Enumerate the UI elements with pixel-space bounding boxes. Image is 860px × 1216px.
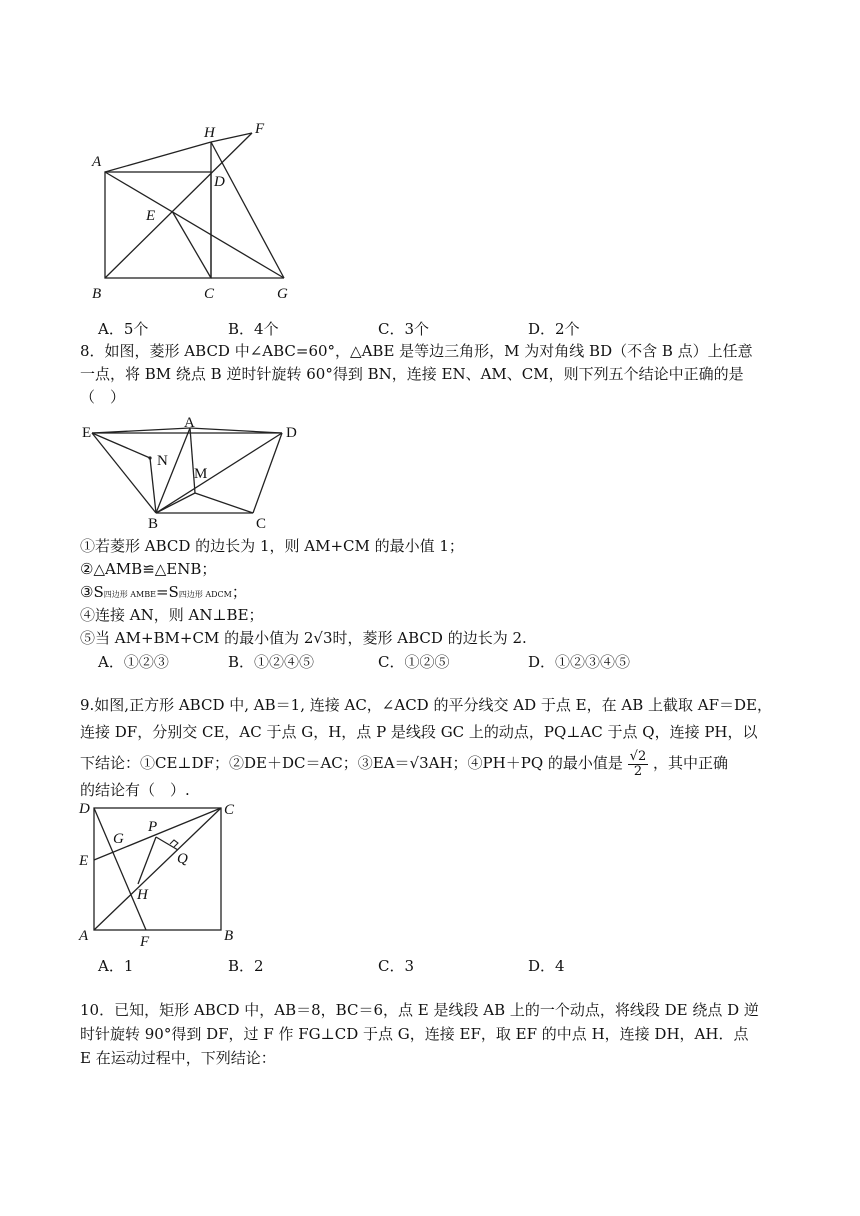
q8-label-e: E	[82, 425, 92, 441]
q9-line3-a: 下结论：①CE⊥DF；②DE＋DC＝AC；③EA＝√3AH；④PH＋PQ 的最小值是	[80, 754, 623, 772]
q9-fraction	[628, 750, 649, 779]
q8-label-a: A	[184, 415, 195, 431]
q8-s3-prefix: ③S	[80, 583, 104, 601]
q8-label-n: N	[157, 453, 168, 469]
q8-statement-5	[80, 628, 527, 648]
q9-label-e: E	[79, 853, 89, 869]
q9-label-d: D	[79, 801, 90, 817]
q7-option-d: D．2个	[528, 320, 580, 338]
q8-statement-1: ①若菱形 ABCD 的边长为 1，则 AM+CM 的最小值 1；	[80, 537, 464, 555]
q8-s5-root: √3	[313, 629, 333, 647]
q8-option-a: A．①②③	[98, 653, 169, 671]
q8-stem-line3: （ ）	[80, 388, 126, 406]
q10-stem-line2: 时针旋转 90°得到 DF，过 F 作 FG⊥CD 于点 G，连接 EF，取 EF 的中点 H，连接 DH，AH．点	[80, 1025, 749, 1043]
q7-label-d: D	[214, 174, 225, 190]
q9-option-d: D．4	[528, 957, 565, 975]
q9-option-a: A．1	[98, 957, 134, 975]
q8-figure	[80, 415, 310, 533]
q10-stem-line3: E 在运动过程中，下列结论：	[80, 1049, 276, 1067]
q8-s3-end: ；	[231, 583, 247, 601]
q8-s3-eq: =S	[155, 583, 179, 601]
q8-option-d: D．①②③④⑤	[528, 653, 631, 671]
q8-s5-a: ⑤当 AM+BM+CM 的最小值为 2	[80, 629, 314, 647]
q8-s3-sub1: 四边形 AMBE	[103, 590, 156, 599]
q9-label-c: C	[224, 802, 235, 818]
q7-label-b: B	[92, 286, 102, 302]
q9-label-a: A	[79, 928, 89, 944]
q7-label-e: E	[146, 208, 156, 224]
q7-label-a: A	[92, 154, 102, 170]
q7-label-c: C	[204, 286, 215, 302]
q9-label-f: F	[140, 934, 150, 950]
q8-label-d: D	[286, 425, 297, 441]
q9-frac-den: 2	[633, 763, 643, 779]
q9-label-q: Q	[177, 851, 188, 867]
q9-frac-num: √2	[629, 748, 647, 764]
q9-label-g: G	[113, 831, 124, 847]
q8-label-b: B	[148, 516, 159, 532]
q7-option-b: B．4个	[228, 320, 279, 338]
q8-s5-b: 时，菱形 ABCD 的边长为 2.	[332, 629, 527, 647]
q7-label-g: G	[277, 286, 288, 302]
q10-stem-line1: 10．已知，矩形 ABCD 中，AB＝8，BC＝6，点 E 是线段 AB 上的一个动点，将线段 DE 绕点 D 逆	[80, 1001, 759, 1019]
q9-line3-b: ，其中正确	[653, 754, 729, 772]
q7-option-a: A．5个	[98, 320, 149, 338]
q9-option-b: B．2	[228, 957, 264, 975]
q7-option-c: C．3个	[378, 320, 430, 338]
q8-option-b: B．①②④⑤	[228, 653, 315, 671]
q9-stem-line3	[80, 749, 728, 779]
q9-figure	[75, 800, 250, 950]
q9-option-c: C．3	[378, 957, 415, 975]
q8-statement-3	[80, 582, 247, 605]
q8-stem-line1: 8．如图，菱形 ABCD 中∠ABC=60°，△ABE 是等边三角形，M 为对角线 BD（不含 B 点）上任意	[80, 342, 753, 360]
q7-label-h: H	[204, 125, 215, 141]
q9-stem-line4: 的结论有（ ）.	[80, 781, 190, 799]
q8-statement-2: ②△AMB≌△ENB；	[80, 560, 217, 578]
q8-statement-4: ④连接 AN，则 AN⊥BE；	[80, 606, 264, 624]
q8-label-c: C	[256, 516, 267, 532]
q8-label-m: M	[194, 466, 208, 482]
q9-stem-line1: 9.如图,正方形 ABCD 中, AB＝1, 连接 AC，∠ACD 的平分线交 AD 于点 E，在 AB 上截取 AF＝DE，	[80, 696, 772, 714]
q7-figure	[80, 115, 310, 305]
q8-s3-sub2: 四边形 ADCM	[178, 590, 232, 599]
q9-stem-line2: 连接 DF，分别交 CE，AC 于点 G，H，点 P 是线段 GC 上的动点，PQ⊥AC 于点 Q，连接 PH，以	[80, 723, 758, 741]
q9-label-p: P	[148, 819, 158, 835]
q9-label-h: H	[137, 887, 148, 903]
q8-stem-line2: 一点，将 BM 绕点 B 逆时针旋转 60°得到 BN，连接 EN、AM、CM，则下列五个结论中正确的是	[80, 365, 744, 383]
q8-option-c: C．①②⑤	[378, 653, 450, 671]
q9-label-b: B	[224, 928, 234, 944]
q7-label-f: F	[255, 121, 265, 137]
